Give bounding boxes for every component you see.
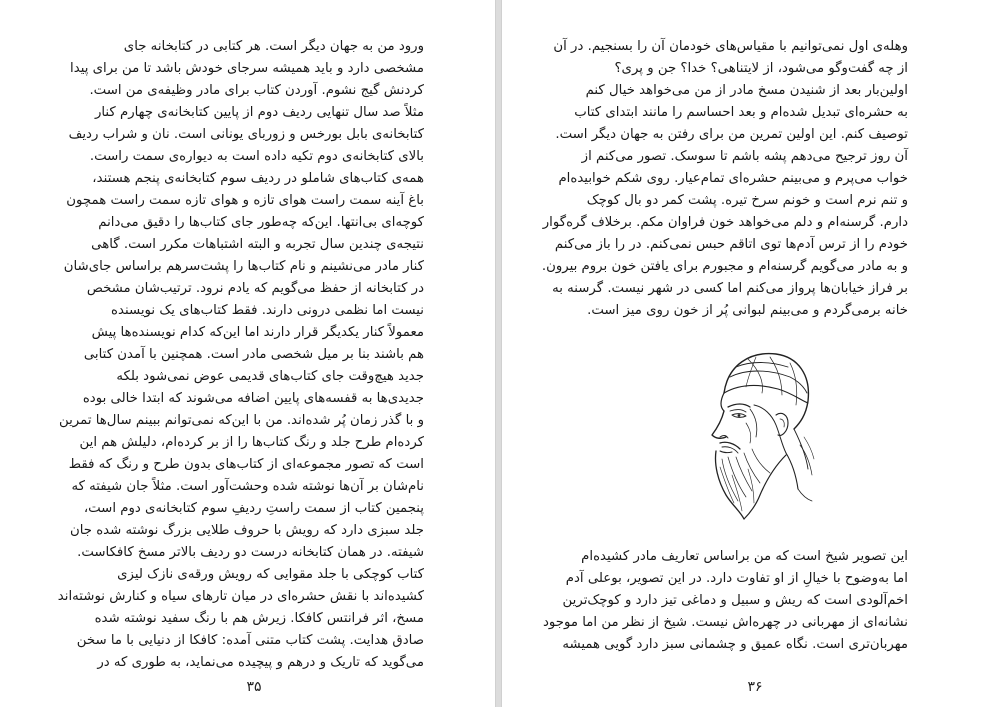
text-line: است که تصور مجموعه‌ای از کتاب‌های بدون طرح و رنگ که فقط — [68, 457, 424, 472]
text-line: توصیف کنم. این اولین تمرین من برای رفتن به جهان دیگر است. — [555, 127, 908, 142]
text-line: نتیجه‌ی چندین سال تجربه و البته اشتباهات مکرر است. گاهی — [91, 237, 424, 252]
text-line: کتاب کوچکی با جلد مقوایی که رویش ورقه‌ی نازک لیزی — [117, 567, 424, 582]
text-line: کوچه‌ای بی‌انتها. این‌که چه‌طور جای کتاب‌ها را دقیق می‌دانم — [98, 215, 424, 230]
right-page-text-bottom — [543, 546, 908, 656]
text-line: بالای کتابخانه‌ی دوم تکیه داده است به دیواره‌ی سمت راست. — [89, 149, 424, 164]
text-line: مسخ، اثر فرانتس کافکا. زیرش هم با رنگ سفید نوشته شده — [94, 611, 424, 626]
text-line: نیست اما نظمی درونی دارند. فقط کتاب‌های یک نویسنده — [111, 303, 424, 318]
text-line: شیفته. در همان کتابخانه درست دو ردیف بالاتر مسخ کافکاست. — [77, 545, 424, 560]
text-line: خودم را از ترس آدم‌ها توی اتاقم حبس نمی‌کنم. در را باز می‌کنم — [554, 237, 908, 252]
text-line: مهربان‌تری است. نگاه عمیق و چشمانی سبز دارد گویی همیشه — [562, 637, 908, 652]
text-line: به حشره‌ای تبدیل شده‌ام و بعد احساسم را مانند ابتدای کتاب — [574, 105, 908, 120]
text-line: اخم‌آلودی است که ریش و سبیل و دماغی تیز دارد و کوچک‌ترین — [562, 593, 908, 608]
text-line: اما به‌وضوح با خیالِ از او تفاوت دارد. در این تصویر، بوعلی آدم — [565, 571, 908, 586]
text-line: دارم. گرسنه‌ام و دلم می‌خواهد خون فراوان مکم. برخلاف گره‌گوار — [542, 215, 908, 230]
right-page-number: ۳۶ — [747, 679, 763, 695]
text-line: وهله‌ی اول نمی‌توانیم با مقیاس‌های خودمان آن را بسنجیم. در آن — [553, 39, 908, 54]
text-line: در کتابخانه از حفظ می‌گویم که یادم نرود. ترتیب‌شان مشخص — [86, 281, 424, 296]
text-line: کتابخانه‌ی بابل بورخس و زوربای یونانی است. نان و شراب ردیف — [68, 127, 424, 142]
text-line: کشیده‌اند با نقش حشره‌ای در میان تارهای سیاه و کنارش نوشته‌اند — [57, 589, 424, 604]
text-line: ورود من به جهان دیگر است. هر کتابی در کتابخانه جای — [123, 39, 424, 54]
text-line: هم باشند بنا بر میل شخصی مادر است. همچنین با آمدن کتابی — [83, 347, 424, 362]
left-page-number: ۳۵ — [246, 679, 262, 695]
text-line: و به مادر می‌گویم گرسنه‌ام و مجبورم برای یافتن خون بروم بیرون. — [541, 259, 908, 274]
text-line: این تصویر شیخ است که من براساس تعاریف مادر کشیده‌ام — [581, 549, 908, 564]
text-line: اولین‌بار بعد از شنیدن مسخ مادر از من می‌خواهد خیال کنم — [585, 83, 908, 98]
text-line: و تنم نرم است و خونم سرخ تیره. پشت کمر دو بال کوچک — [586, 193, 908, 208]
right-page-text-top — [541, 36, 908, 322]
text-line: خواب می‌پرم و می‌بینم حشره‌ای تمام‌عیار. روی شکم خوابیده‌ام — [558, 171, 908, 186]
left-page-text — [57, 36, 424, 674]
text-line: همه‌ی کتاب‌های شاملو در ردیف سوم کتابخانه‌ی پنجم هستند، — [92, 171, 424, 186]
text-line: جدید هیچ‌وقت جای کتاب‌های قدیمی عوض نمی‌شود بلکه — [116, 369, 424, 384]
text-line: خانه برمی‌گردم و می‌بینم لبوانی پُر از خون روی میز است. — [587, 303, 908, 318]
text-line: نام‌شان بر آن‌ها نوشته شده وحشت‌آور است. مثلاً جان شیفته که — [71, 479, 424, 494]
text-line: نشانه‌ای از مهربانی در چهره‌اش نیست. شیخ از نظر من اما موجود — [543, 615, 908, 630]
text-line: کردنش گیج نشوم. آوردن کتاب برای مادر وظیفه‌ی من است. — [89, 83, 424, 98]
text-line: جلد سبزی دارد که رویش با حروف طلایی بزرگ نوشته شده جان — [69, 523, 424, 538]
text-line: صادق هدایت. پشت کتاب متنی آمده: کافکا از دنیایی با ما سخن — [76, 633, 424, 648]
text-line: پنجمین کتاب از سمت راستِ ردیفِ سوم کتابخانه‌ی دوم است، — [83, 501, 424, 516]
text-line: کرده‌ام طرح جلد و رنگ کتاب‌ها را از بر کرده‌ام، دلیلش هم این — [79, 435, 424, 450]
text-line: می‌گوید که تاریک و درهم و پیچیده می‌نماید، به طوری که در — [97, 655, 424, 670]
portrait-sketch — [690, 345, 825, 530]
text-line: و با گذر زمان پُر شده‌اند. من با این‌که نمی‌توانم ببینم سال‌ها تمرین — [58, 413, 424, 428]
text-line: آن روز ترجیح می‌دهم پشه باشم تا سوسک. تصور می‌کنم از — [581, 149, 908, 164]
text-line: جدیدی‌ها به قفسه‌های پایین اضافه می‌شوند که ابتدا خالی بوده — [82, 391, 424, 406]
text-line: مثلاً صد سال تنهایی ردیف دوم از پایین کتابخانه‌ی چهارم کنار — [94, 105, 424, 120]
text-line: کنار مادر می‌نشینم و نام کتاب‌ها را پشت‌سرهم براساس جای‌شان — [63, 259, 424, 274]
text-line: مشخصی دارد و باید همیشه سرجای خودش باشد تا من برای پیدا — [70, 61, 424, 76]
text-line: باغ آینه سمت راست هوای تازه و هوای تازه سمت راست همچون — [66, 193, 424, 208]
text-line: بر فراز خیابان‌ها پرواز می‌کنم اما کسی در شهر نیست. گرسنه به — [552, 281, 908, 296]
text-line: از چه گفت‌وگو می‌شود، از لایتناهی؟ خدا؟ جن و پری؟ — [614, 61, 908, 76]
text-line: معمولاً کنار یکدیگر قرار دارند اما این‌که کدام نویسنده‌ها پیش — [91, 325, 424, 340]
